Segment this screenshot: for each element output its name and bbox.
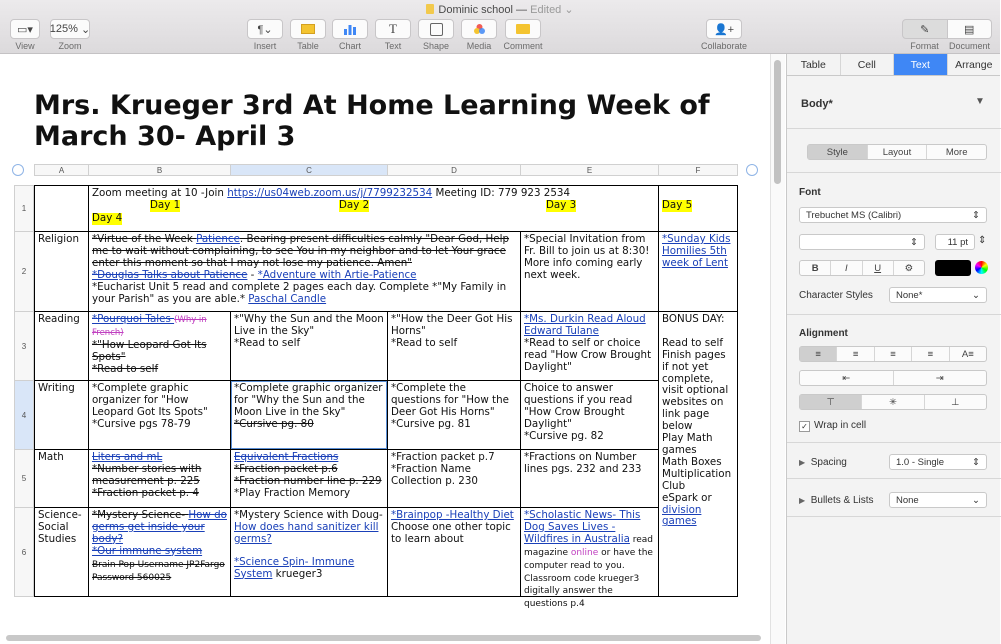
italic-button[interactable]: I xyxy=(831,261,862,275)
tab-table[interactable]: Table xyxy=(787,54,841,75)
document-page-icon: ▤ xyxy=(964,23,975,36)
chevron-down-icon[interactable]: ⌄ xyxy=(561,4,574,16)
chart-icon-svg xyxy=(343,23,357,35)
immune-system-link[interactable]: *Our immune system xyxy=(92,544,203,557)
bullets-value: None xyxy=(896,494,919,506)
fraction-memory: *Play Fraction Memory xyxy=(234,486,351,499)
chevron-down-icon: ⌄ xyxy=(972,289,980,301)
patience-link[interactable]: Patience xyxy=(196,233,240,245)
wrap-in-cell-label: Wrap in cell xyxy=(814,420,867,431)
character-styles-value: None* xyxy=(896,289,923,301)
cell-c6[interactable] xyxy=(230,507,388,597)
vertical-scroll-thumb[interactable] xyxy=(774,60,781,184)
inspector-tabs xyxy=(787,54,1000,76)
cell-e6[interactable] xyxy=(520,507,659,610)
document-label: Document xyxy=(948,41,991,51)
column-header-d[interactable]: D xyxy=(387,164,520,176)
cell-a1[interactable] xyxy=(34,185,89,232)
read-to-self-b3: *Read to self xyxy=(92,362,159,375)
cell-e4[interactable]: Choice to answer questions if you read "How Crow Brought Daylight" *Cursive pg. 82 xyxy=(520,380,659,450)
page-title[interactable]: Mrs. Krueger 3rd At Home Learning Week of March 30- April 3 xyxy=(34,90,710,152)
paragraph-icon: ¶⌄ xyxy=(247,19,283,39)
shape-icon xyxy=(418,19,454,39)
font-size-value: 11 pt xyxy=(947,236,968,248)
hand-sanitizer-link[interactable]: How does hand sanitizer kill germs? xyxy=(234,520,379,545)
row-header-5[interactable]: 5 xyxy=(14,449,34,507)
sidebar-icon: ▭▾ xyxy=(10,19,40,39)
document-canvas[interactable] xyxy=(0,54,785,644)
indent-buttons xyxy=(799,370,987,386)
horizontal-scroll-thumb[interactable] xyxy=(6,635,761,641)
format-button[interactable] xyxy=(902,19,948,39)
align-top-icon[interactable]: ⊤ xyxy=(800,395,862,409)
spacing-disclosure[interactable] xyxy=(799,457,847,468)
disclosure-triangle-icon: ▶ xyxy=(799,458,806,467)
align-right-icon[interactable]: ≡ xyxy=(875,347,912,361)
cell-b6[interactable] xyxy=(88,507,231,597)
document-button[interactable] xyxy=(948,19,993,39)
science-spin-line xyxy=(234,557,384,581)
cell-a6[interactable] xyxy=(34,507,89,597)
align-auto-icon[interactable]: A≡ xyxy=(961,348,974,360)
virtue-text: *Virtue of the Week xyxy=(92,233,197,245)
chart-label: Chart xyxy=(338,41,361,51)
immune-line xyxy=(92,546,227,585)
paragraph-style[interactable]: Body* xyxy=(801,98,833,110)
shape-button[interactable] xyxy=(418,19,454,51)
text-icon: T xyxy=(375,19,411,39)
wrap-in-cell-checkbox[interactable] xyxy=(799,420,866,432)
add-column-handle[interactable] xyxy=(746,164,758,176)
inspector-segment xyxy=(902,19,992,39)
align-left-icon[interactable]: ≡ xyxy=(800,347,837,361)
align-center-icon[interactable]: ≡ xyxy=(837,347,874,361)
cell-a2[interactable] xyxy=(34,231,89,312)
zoom-value-text: 125% xyxy=(49,23,78,35)
douglas-talks-link[interactable]: *Douglas Talks about Patience xyxy=(92,268,248,281)
equivalent-fractions-link[interactable]: Equivalent Fractions xyxy=(234,451,339,463)
font-family-value: Trebuchet MS (Calibri) xyxy=(806,209,902,221)
cell-a4[interactable] xyxy=(34,380,89,450)
virtue-of-week xyxy=(92,234,517,270)
zoom-value: 125% ⌄ xyxy=(50,19,90,39)
mystery-science-line xyxy=(92,510,227,546)
advanced-options-gear-icon[interactable]: ⚙ xyxy=(904,262,914,274)
align-middle-icon[interactable]: ✳ xyxy=(862,395,924,409)
character-styles-select[interactable] xyxy=(889,287,987,303)
comment-icon xyxy=(505,19,541,39)
mystery-doug-line xyxy=(234,510,384,546)
photos-icon xyxy=(473,23,486,36)
font-size-input[interactable] xyxy=(935,234,975,250)
leopard-story: *"How Leopard Got Its Spots" xyxy=(92,338,207,363)
bonus-day-text: BONUS DAY: Read to self Finish pages if not yet complete, visit optional websites on link page below Play Math games Math Boxes Multiplication Club eSpark or xyxy=(662,313,732,504)
subject-science-social: Science- Social Studies xyxy=(38,509,82,545)
day-2-label: Day 2 xyxy=(339,199,370,211)
table-button[interactable] xyxy=(290,19,326,51)
chart-button[interactable] xyxy=(332,19,368,51)
spacing-label: Spacing xyxy=(810,457,847,468)
number-stories-text: *Number stories with measurement p. 225 *Fraction packet p. 4 xyxy=(92,462,202,499)
font-typeface-select[interactable] xyxy=(799,234,925,250)
tab-arrange[interactable]: Arrange xyxy=(955,58,993,71)
character-styles-label: Character Styles xyxy=(799,290,873,301)
divider xyxy=(787,442,1001,443)
crow-read-choice: *Read to self or choice read "How Crow Brought Daylight" xyxy=(524,336,652,373)
durkin-read-aloud-link[interactable]: *Ms. Durkin Read Aloud Edward Tulane xyxy=(524,313,646,337)
zoom-meeting-text: Zoom meeting at 10 -Join xyxy=(92,187,228,199)
mystery-science-text: *Mystery Science- xyxy=(92,509,189,521)
up-down-chevron-icon: ⇕ xyxy=(972,209,980,221)
text-button[interactable] xyxy=(375,19,411,51)
cell-b5[interactable] xyxy=(88,449,231,508)
bullets-disclosure[interactable] xyxy=(799,495,874,506)
toolbar xyxy=(0,0,1000,54)
cell-c3[interactable]: *"Why the Sun and the Moon Live in the Sky" *Read to self xyxy=(230,311,388,381)
cell-a5[interactable] xyxy=(34,449,89,508)
inspector-switch xyxy=(902,19,992,51)
krueger3-code: krueger3 xyxy=(272,567,323,580)
day-4-label: Day 4 xyxy=(92,212,123,224)
day-3-label: Day 3 xyxy=(546,199,577,211)
vertical-alignment-buttons xyxy=(799,394,987,410)
disclosure-triangle-icon: ▶ xyxy=(799,496,806,505)
collaborate-button[interactable] xyxy=(700,19,748,51)
comment-button[interactable] xyxy=(503,19,543,51)
table-label: Table xyxy=(297,41,319,51)
document-icon xyxy=(426,4,434,14)
collaborate-label: Collaborate xyxy=(700,41,748,51)
cell-e2[interactable] xyxy=(520,231,659,312)
cell-f1[interactable] xyxy=(658,185,738,232)
view-label: View xyxy=(15,41,35,51)
zoom-label: Zoom xyxy=(58,41,82,51)
paintbrush-icon: ✎ xyxy=(920,23,930,36)
divider xyxy=(787,172,1001,173)
view-button[interactable] xyxy=(10,19,40,51)
cell-c5[interactable] xyxy=(230,449,388,508)
alignment-label: Alignment xyxy=(799,328,848,339)
bold-button[interactable]: B xyxy=(800,261,831,275)
style-layout-more-tabs xyxy=(807,144,987,160)
spacing-value: 1.0 - Single xyxy=(896,456,945,468)
brainpop-credentials: Brain Pop Username JP2Fargo Password 560025 xyxy=(92,559,225,583)
row-header-1[interactable]: 1 xyxy=(14,185,34,231)
zoom-link[interactable]: https://us04web.zoom.us/j/7799232534 xyxy=(227,187,433,199)
bullets-select[interactable] xyxy=(889,492,987,508)
cell-b3[interactable] xyxy=(88,311,231,381)
up-down-chevron-icon: ⇕ xyxy=(910,236,918,248)
media-label: Media xyxy=(466,41,492,51)
format-inspector xyxy=(786,54,1000,644)
window-status: Edited xyxy=(530,4,562,16)
spacing-select[interactable] xyxy=(889,454,987,470)
media-icon xyxy=(461,19,497,39)
row-header-4[interactable]: 4 xyxy=(14,380,34,449)
tab-text[interactable]: Text xyxy=(894,54,948,75)
row-header-6[interactable]: 6 xyxy=(14,507,34,597)
text-color-well[interactable] xyxy=(935,260,971,276)
virtue-prayer: . Bearing present difficulties calmly "Dear God, Help me to wait without complaining, to see You in my neighbor and to let Your grace enter this moment so that I may not lose my patience. Amen" xyxy=(92,233,510,269)
cell-d3[interactable]: *"How the Deer Got His Horns" *Read to self xyxy=(387,311,521,381)
graphic-organizer-c4: *Complete graphic organizer for "Why the Sun and the Moon Live in the Sky" xyxy=(234,382,383,418)
sunday-homilies-link[interactable]: *Sunday Kids Homilies 5th week of Lent xyxy=(662,233,731,269)
mystery-doug-text: *Mystery Science with Doug- xyxy=(234,509,383,521)
align-justify-icon[interactable]: ≡ xyxy=(912,347,949,361)
horizontal-scrollbar[interactable] xyxy=(0,634,760,642)
zoom-button[interactable] xyxy=(50,19,90,51)
liters-ml-link[interactable]: Liters and mL xyxy=(92,451,163,463)
tab-cell[interactable]: Cell xyxy=(841,54,895,75)
cell-d4[interactable]: *Complete the questions for "How the Deer Got His Horns" *Cursive pg. 81 xyxy=(387,380,521,450)
brainpop-healthy-diet-link[interactable]: *Brainpop -Healthy Diet xyxy=(391,509,514,521)
column-header-f[interactable]: F xyxy=(658,164,738,176)
cell-b2-merged[interactable] xyxy=(88,231,521,312)
chevron-down-icon: ⌄ xyxy=(972,494,980,506)
tab-more[interactable]: More xyxy=(945,146,968,158)
division-games-link[interactable]: division games xyxy=(662,503,702,528)
read-magazine-text: read magazine xyxy=(524,534,654,558)
row-header-3[interactable]: 3 xyxy=(14,311,34,380)
divider xyxy=(787,478,1001,479)
subject-reading: Reading xyxy=(38,313,80,325)
font-section-label: Font xyxy=(799,187,821,198)
checkmark-icon: ✓ xyxy=(799,421,810,432)
scholastic-line xyxy=(524,510,655,611)
increase-indent-icon[interactable]: ⇥ xyxy=(935,372,944,384)
window-title-text: Dominic school xyxy=(438,4,513,16)
subject-religion: Religion xyxy=(38,233,79,245)
column-header-c[interactable]: C xyxy=(230,164,387,176)
underline-button[interactable]: U xyxy=(863,261,894,275)
why-in-french: (Why in French) xyxy=(92,315,207,338)
eucharist-line xyxy=(92,282,517,306)
cell-d6[interactable] xyxy=(387,507,521,597)
vertical-scrollbar[interactable] xyxy=(770,54,785,644)
scholastic-news-link[interactable]: *Scholastic News- This Dog Saves Lives -Wildfires in Australia xyxy=(524,509,641,545)
collaborate-icon: 👤+ xyxy=(706,19,742,39)
special-invitation: *Special Invitation from Fr. Bill to join us at 8:30! More info coming early next week. xyxy=(524,233,650,281)
media-button[interactable] xyxy=(461,19,497,51)
paragraph-style-disclosure-icon[interactable]: ▼ xyxy=(975,96,985,107)
cell-d5[interactable]: *Fraction packet p.7 *Fraction Name Collection p. 230 xyxy=(387,449,521,508)
divider xyxy=(787,516,1001,517)
font-size-stepper[interactable]: ⇕ xyxy=(978,235,987,246)
chart-icon xyxy=(332,19,368,39)
germs-link[interactable]: How do germs get inside your body? xyxy=(92,509,227,545)
day-1-label: Day 1 xyxy=(150,199,181,211)
cell-c4[interactable] xyxy=(230,380,388,450)
divider xyxy=(787,128,1001,129)
paschal-candle-link[interactable]: Paschal Candle xyxy=(248,292,327,305)
row-header-2[interactable]: 2 xyxy=(14,231,34,311)
cell-b4[interactable]: *Complete graphic organizer for "How Leopard Got Its Spots" *Cursive pgs 78-79 xyxy=(88,380,231,450)
online-word: online xyxy=(570,547,599,558)
subject-writing: Writing xyxy=(38,382,75,394)
insert-label: Insert xyxy=(253,41,277,51)
cursive-pg-80: *Cursive pg. 80 xyxy=(234,417,314,430)
inspector-labels xyxy=(902,41,992,51)
divider xyxy=(787,314,1001,315)
font-family-select[interactable] xyxy=(799,207,987,223)
pourquoi-tales-link[interactable]: *Pourquoi Tales xyxy=(92,313,175,325)
artie-patience-link[interactable]: *Adventure with Artie-Patience xyxy=(257,268,417,281)
align-bottom-icon[interactable]: ⊥ xyxy=(951,396,960,408)
fraction-packet-c5: *Fraction packet p.6 *Fraction number line p. 229 xyxy=(234,462,382,487)
table-select-handle[interactable] xyxy=(12,164,24,176)
column-header-a[interactable]: A xyxy=(34,164,88,176)
window-title: Dominic school — Edited ⌄ xyxy=(0,3,1000,16)
cell-f2[interactable] xyxy=(658,231,738,312)
tab-style[interactable]: Style xyxy=(808,145,868,159)
shape-label: Shape xyxy=(422,41,450,51)
comment-label: Comment xyxy=(503,41,543,51)
decrease-indent-icon[interactable]: ⇤ xyxy=(800,371,894,385)
font-style-buttons xyxy=(799,260,925,276)
scholastic-instructions: or have the computer read to you. Classroom code krueger3 digitally answer the questions p.4 xyxy=(524,547,653,610)
tab-layout[interactable]: Layout xyxy=(868,145,928,159)
cell-b1-merged[interactable] xyxy=(88,185,659,232)
choose-topic-text: Choose one other topic to learn about xyxy=(391,520,511,545)
cell-e5[interactable]: *Fractions on Number lines pgs. 232 and 233 xyxy=(520,449,659,508)
column-header-b[interactable]: B xyxy=(88,164,230,176)
dash-separator: - xyxy=(247,268,258,281)
science-spin-link[interactable]: *Science Spin- Immune System xyxy=(234,555,355,580)
column-header-e[interactable]: E xyxy=(520,164,658,176)
meeting-id-text: Meeting ID: 779 923 2534 xyxy=(432,187,570,199)
cell-f3-merged[interactable] xyxy=(658,311,738,597)
eucharist-text: *Eucharist Unit 5 read and complete 2 pages each day. Complete *"My Family in your Parish" as you are able.* xyxy=(92,280,507,305)
insert-button[interactable] xyxy=(246,19,284,51)
day-5-label: Day 5 xyxy=(662,199,693,211)
format-label: Format xyxy=(910,41,939,51)
table-icon xyxy=(290,19,326,39)
up-down-chevron-icon: ⇕ xyxy=(972,456,980,468)
pourquoi-line xyxy=(92,314,227,340)
cell-a3[interactable] xyxy=(34,311,89,381)
subject-math: Math xyxy=(38,451,64,463)
text-label: Text xyxy=(384,41,402,51)
bullets-label: Bullets & Lists xyxy=(810,495,874,506)
cell-e3[interactable] xyxy=(520,311,659,381)
color-wheel-icon[interactable] xyxy=(975,261,988,274)
horizontal-alignment-buttons xyxy=(799,346,987,362)
